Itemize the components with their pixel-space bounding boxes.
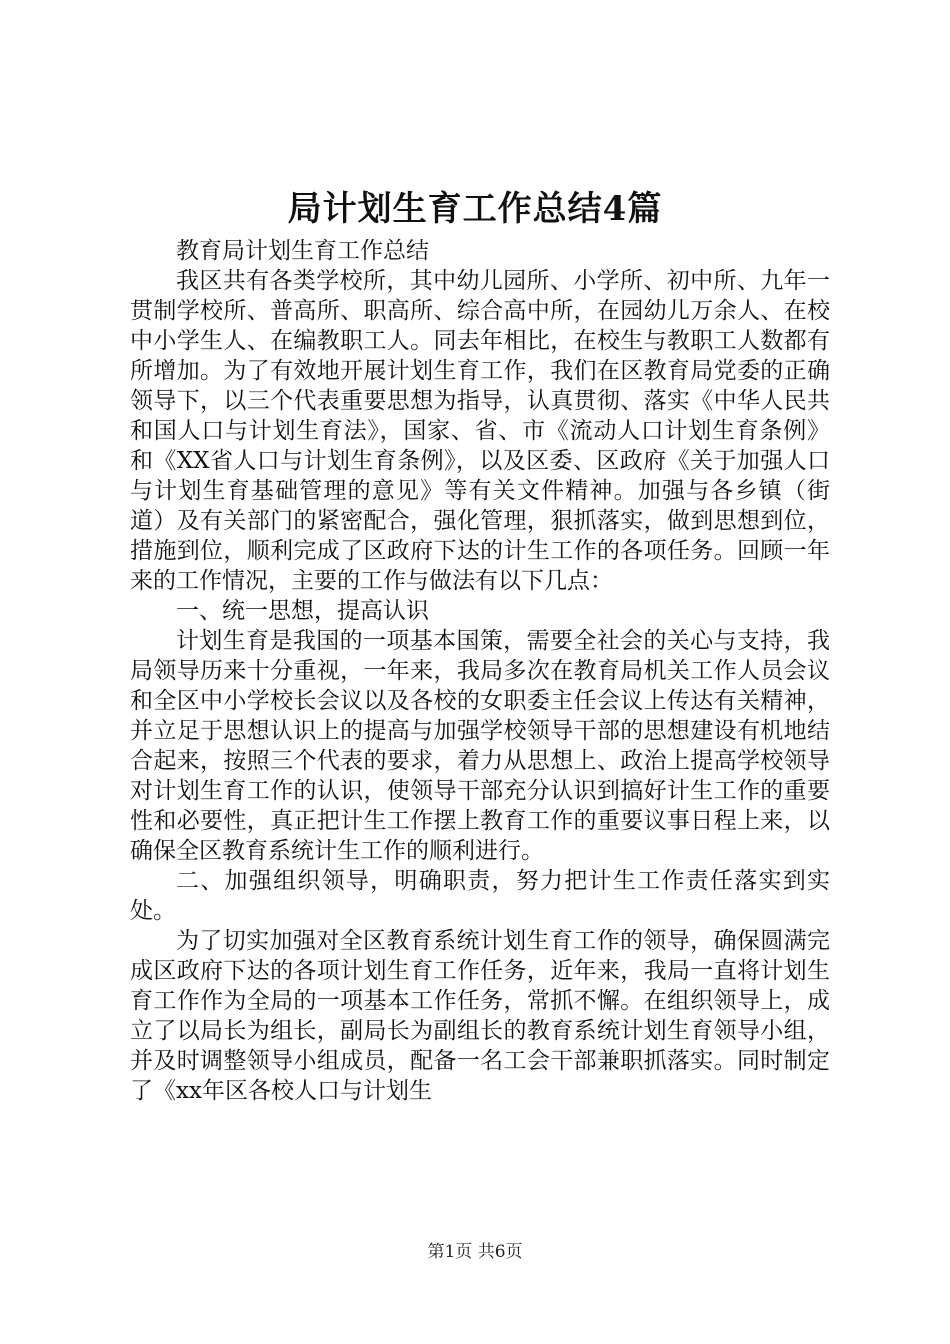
paragraph: 为了切实加强对全区教育系统计划生育工作的领导，确保圆满完成区政府下达的各项计划生育工作任务，近年来，我局一直将计划生育工作作为全局的一项基本工作任务，常抓不懈。在组织领导上，成立了以局长为组长，副局长为副组长的教育系统计划生育领导小组，并及时调整领导小组成员，配备一名工会干部兼职抓落实。同时制定了《xx年区各校人口与计划生 xyxy=(130,928,830,1104)
document-body xyxy=(130,236,830,1106)
page-number-footer: 第1页 共6页 xyxy=(427,1242,523,1262)
section-heading: 二、加强组织领导，明确职责，努力把计生工作责任落实到实处。 xyxy=(130,868,830,924)
section-heading: 一、统一思想，提高认识 xyxy=(176,598,429,624)
section-heading: 教育局计划生育工作总结 xyxy=(176,238,429,264)
document-title: 局计划生育工作总结4篇 xyxy=(287,189,663,229)
paragraph: 我区共有各类学校所，其中幼儿园所、小学所、初中所、九年一贯制学校所、普高所、职高所、综合高中所，在园幼儿万余人、在校中小学生人、在编教职工人。同去年相比，在校生与教职工人数都有所增加。为了有效地开展计划生育工作，我们在区教育局党委的正确领导下，以三个代表重要思想为指导，认真贯彻、落实《中华人民共和国人口与计划生育法》，国家、省、市《流动人口计划生育条例》和《XX省人口与计划生育条例》，以及区委、区政府《关于加强人口与计划生育基础管理的意见》等有关文件精神。加强与各乡镇（街道）及有关部门的紧密配合，强化管理，狠抓落实，做到思想到位，措施到位，顺利完成了区政府下达的计生工作的各项任务。回顾一年来的工作情况，主要的工作与做法有以下几点： xyxy=(130,268,830,594)
paragraph: 计划生育是我国的一项基本国策，需要全社会的关心与支持，我局领导历来十分重视，一年来，我局多次在教育局机关工作人员会议和全区中小学校长会议以及各校的女职委主任会议上传达有关精神，并立足于思想认识上的提高与加强学校领导干部的思想建设有机地结合起来，按照三个代表的要求，着力从思想上、政治上提高学校领导对计划生育工作的认识，使领导干部充分认识到搞好计生工作的重要性和必要性，真正把计生工作摆上教育工作的重要议事日程上来，以确保全区教育系统计生工作的顺利进行。 xyxy=(130,628,830,864)
